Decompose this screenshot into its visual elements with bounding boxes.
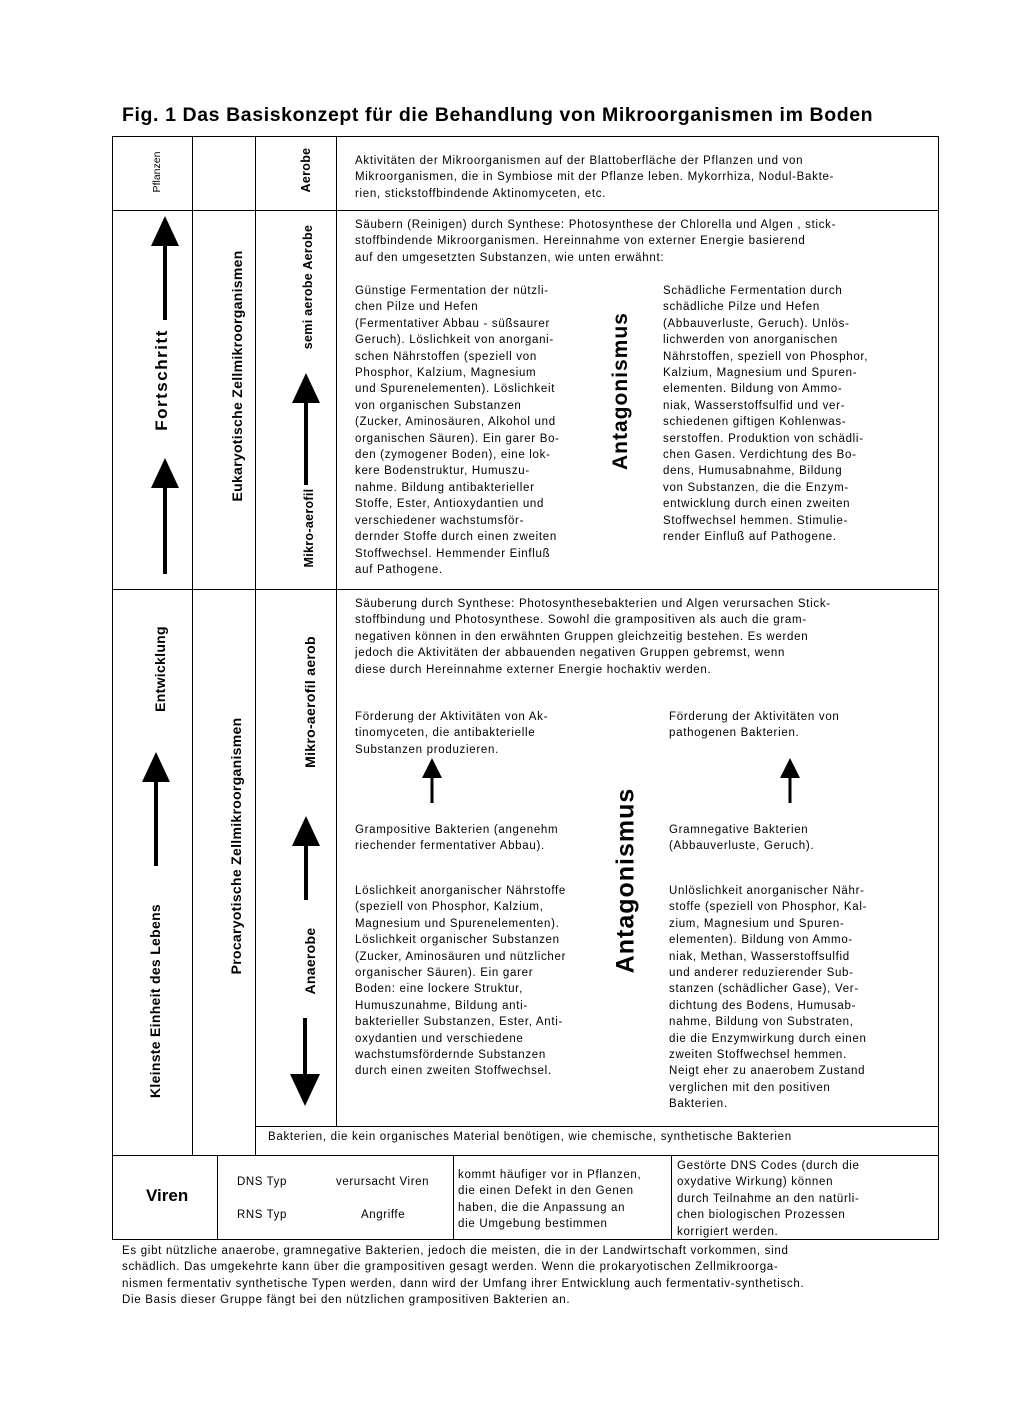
prokaryot-intro-text: Säuberung durch Synthese: Photosynthesebakterien und Algen verursachen Stick- stoffbindung und Photosynthese. Sowohl die grampositiven als auch die gram- negativen können in den erwähnten Gruppen gleichzeitig bestehen. Es werden jedoch die Aktivitäten der abbauenden negativen Gruppen gebremst, wenn diese durch Hereinnahme externer Energie hochaktiv werden.: [355, 598, 831, 676]
label-aerobe: Aerobe: [299, 147, 313, 193]
arrow-up-icon: [780, 758, 800, 803]
verursacht-viren: verursacht Viren: [336, 1176, 430, 1188]
rns-typ: RNS Typ: [237, 1209, 288, 1221]
arrow-up-icon: [151, 458, 179, 574]
angriffe: Angriffe: [361, 1209, 406, 1221]
arrow-up-icon: [292, 373, 320, 485]
label-semi-aerobe: semi aerobe Aerobe: [301, 224, 315, 350]
label-procaryotische: Procaryotische Zellmikroorganismen: [228, 717, 244, 975]
label-anaerobe: Anaerobe: [302, 927, 318, 995]
arrow-up-icon: [422, 758, 442, 803]
label-mikro-aerofil-aerob: Mikro-aerofil aerob: [302, 636, 318, 768]
footer-note: Es gibt nützliche anaerobe, gramnegative Bakterien, jedoch die meisten, die in der Landwirtschaft vorkommen, sind schädlich. Das umgekehrte kann über die grampositiven gesagt werden. Wenn die prokaryotischen Zellmikroorga- nismen fermentativ synthetische Typen werden, dann wird der Umfang ihrer Entwicklung auch fermentativ-synthetisch. Die Basis dieser Gruppe fängt bei den nützlichen grampositiven Bakterien an.: [122, 1245, 805, 1307]
eukaryot-intro-text: Säubern (Reinigen) durch Synthese: Photosynthese der Chlorella und Algen , stick- stoffbindende Mikroorganismen. Hereinnahme von externer Energie basierend auf den umgesetzten Substanzen, wie unten erwähnt:: [355, 219, 837, 264]
label-antagonismus-1: Antagonismus: [609, 312, 632, 470]
arrow-up-icon: [142, 752, 170, 866]
foerderung-left-text: Förderung der Aktivitäten von Ak- tinomyceten, die antibakterielle Substanzen produzieren.: [355, 711, 549, 756]
arrow-up-icon: [151, 216, 179, 320]
eukaryot-left-text: Günstige Fermentation der nützli- chen Pilze und Hefen (Fermentativer Abbau - süßsaurer Geruch). Löslichkeit von anorgani- schen Nährstoffen (speziell von Phosphor, Kalzium, Magnesium und Spurenelementen). Löslichkeit von organischen Substanzen (Zucker, Aminosäuren, Alkohol und organischen Säuren). Ein garer Bo- den (zymogener Boden), eine lok- kere Bodenstruktur, Humuszu- nahme. Bildung antibakterieller Stoffe, Ester, Antioxydantien und verschiedener wachstumsför- dernder Stoffe durch einen zweiten Stoffwechsel. Hemmender Einfluß auf Pathogene.: [355, 285, 560, 576]
viren-right-text: Gestörte DNS Codes (durch die oxydative Wirkung) können durch Teilnahme an den natürli- chen biologischen Prozessen korrigiert werden.: [677, 1160, 860, 1238]
arrow-down-icon: [290, 1018, 320, 1106]
label-antagonismus-2: Antagonismus: [611, 787, 640, 974]
grampositive-text: Grampositive Bakterien (angenehm riechender fermentativer Abbau).: [355, 824, 559, 853]
viren-label: Viren: [146, 1186, 189, 1205]
label-entwicklung: Entwicklung: [152, 626, 168, 712]
eukaryot-right-text: Schädliche Fermentation durch schädliche Pilze und Hefen (Abbauverluste, Geruch). Unlös- lichwerden von anorganischen Nährstoffen, speziell von Phosphor, Kalzium, Magnesium und Spuren- elementen. Bildung von Ammo- niak, Wasserstoffsulfid und ver- schiedenen giftigen Kohlenwas- serstoffen. Produktion von schädli- chen Gasen. Verdichtung des Bo- dens, Humusabnahme, Bildung von Substanzen, die die Enzym- entwicklung durch einen zweiten Stoffwechsel hemmen. Stimulie- render Einfluß auf Pathogene.: [663, 285, 869, 544]
prokaryot-left-text: Löslichkeit anorganischer Nährstoffe (speziell von Phosphor, Kalzium, Magnesium und Spurenelementen). Löslichkeit organischer Substanzen (Zucker, Aminosäuren und nützlicher organischer Säuren). Ein garer Boden: eine lockere Struktur, Humuszunahme, Bildung anti- bakterieller Substanzen, Ester, Anti- oxydantien und verschiedene wachstumsfördernde Substanzen durch einen zweiten Stoffwechsel.: [355, 885, 567, 1078]
bakterien-bottom-text: Bakterien, die kein organisches Material benötigen, wie chemische, synthetische Bakterien: [268, 1131, 792, 1143]
label-kleinste-einheit: Kleinste Einheit des Lebens: [147, 903, 163, 1099]
pflanzen-text: Aktivitäten der Mikroorganismen auf der Blattoberfläche der Pflanzen und von Mikroorganismen, die in Symbiose mit der Pflanze leben. Mykorrhiza, Nodul-Bakte- rien, stickstoffbindende Aktinomyceten, etc.: [355, 155, 835, 200]
figure-title: Fig. 1 Das Basiskonzept für die Behandlung von Mikroorganismen im Boden: [122, 104, 874, 126]
label-fortschritt: Fortschritt: [152, 329, 171, 431]
foerderung-right-text: Förderung der Aktivitäten von pathogenen Bakterien.: [669, 711, 840, 740]
viren-mid-text: kommt häufiger vor in Pflanzen, die einen Defekt in den Genen haben, die die Anpassung an die Umgebung bestimmen: [458, 1169, 642, 1231]
dns-typ: DNS Typ: [237, 1176, 288, 1188]
arrow-up-icon: [292, 816, 320, 900]
label-eukaryotische: Eukaryotische Zellmikroorganismen: [229, 250, 245, 502]
label-pflanzen: Pflanzen: [151, 151, 163, 193]
label-mikro-aerofil: Mikro-aerofil: [302, 488, 316, 568]
prokaryot-right-text: Unlöslichkeit anorganischer Nähr- stoffe (speziell von Phosphor, Kal- zium, Magnesium und Spuren- elementen). Bildung von Ammo- niak, Methan, Wasserstoffsulfid und anderer reduzierender Sub- stanzen (schädlicher Gase), Ver- dichtung des Bodens, Humusab- nahme, Bildung von Substraten, die die Enzymwirkung durch einen zweiten Stoffwechsel hemmen. Neigt eher zu anaerobem Zustand verglichen mit den positiven Bakterien.: [669, 885, 868, 1111]
gramnegative-text: Gramnegative Bakterien (Abbauverluste, Geruch).: [669, 824, 815, 853]
